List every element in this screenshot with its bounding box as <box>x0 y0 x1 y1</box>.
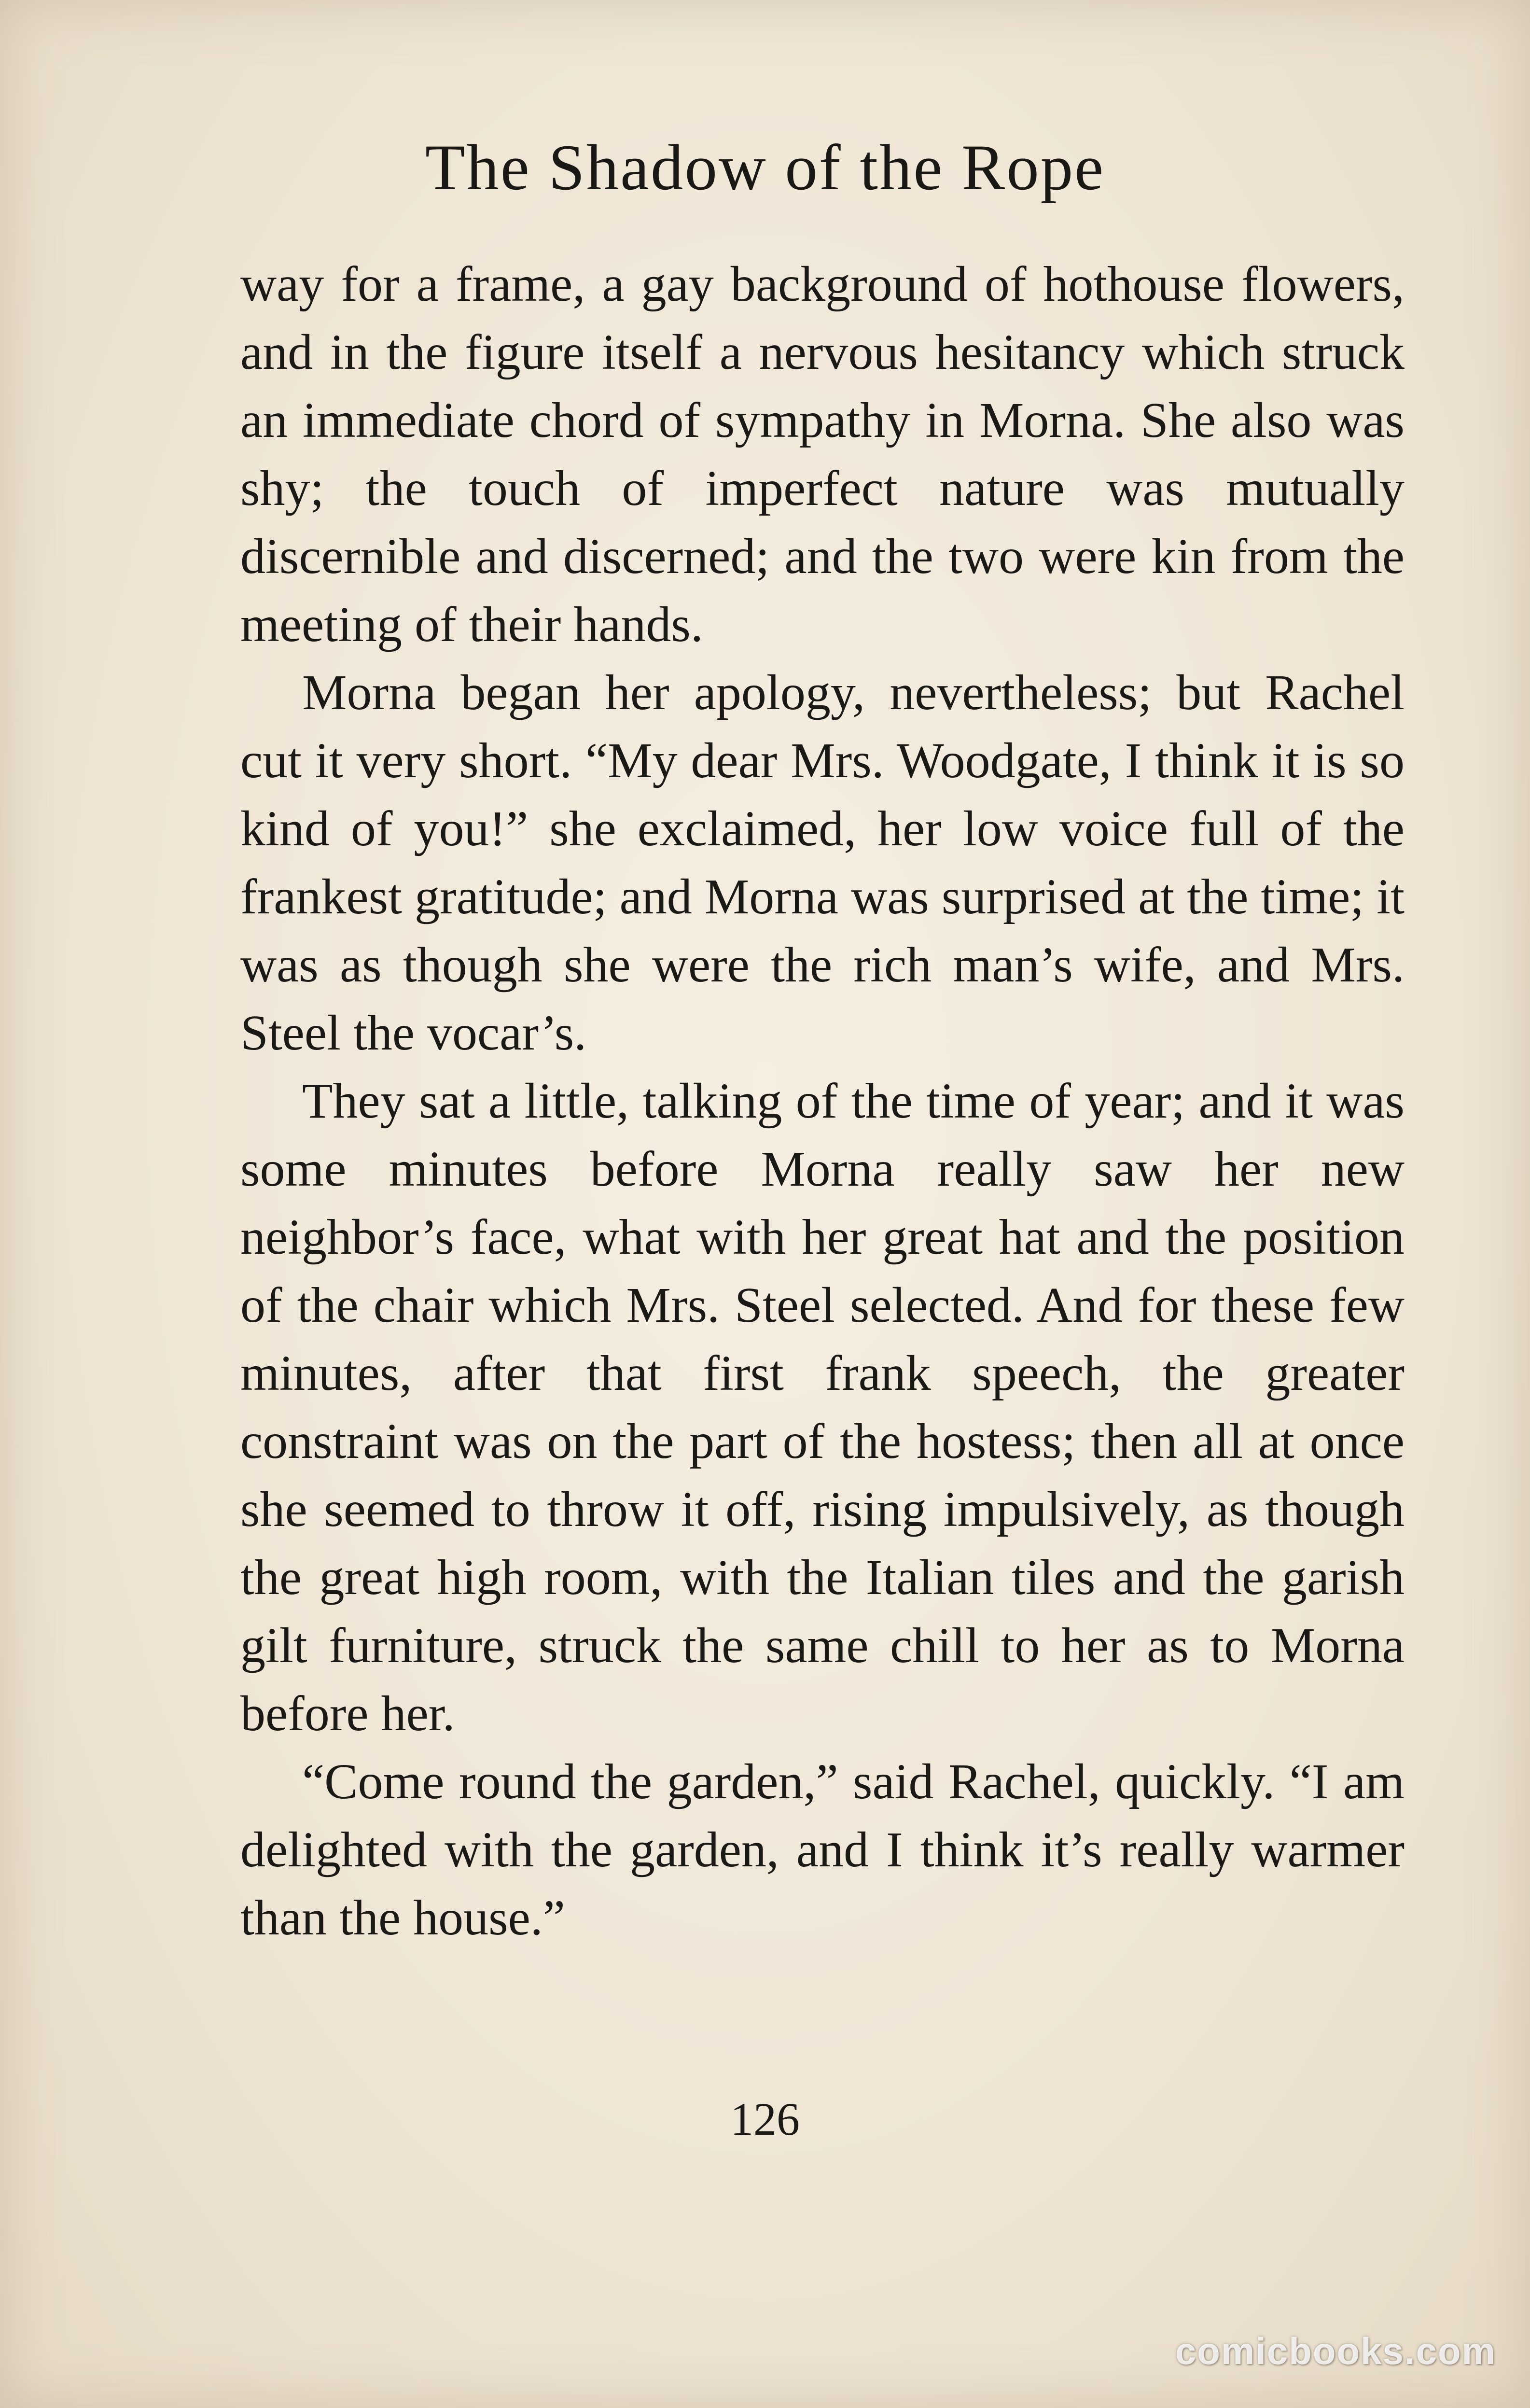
page-number: 126 <box>730 2093 800 2145</box>
paragraph: “Come round the garden,” said Rachel, quickly. “I am delighted with the garden, and I think it’s really warmer than the house.” <box>240 1754 1405 1946</box>
paragraph: They sat a little, talking of the time of year; and it was some minutes before Morna really saw her new neighbor’s face, what with her great hat and the position of the chair which Mrs. Steel selected. And for these few minutes, after that first frank speech, the greater constraint was on the part of the hostess; then all at once she seemed to throw it off, rising impulsively, as though the great high room, with the Italian tiles and the garish gilt furniture, struck the same chill to her as to Morna before her. <box>240 1073 1405 1741</box>
watermark: comicbooks.com <box>1175 2330 1496 2372</box>
paragraph: way for a frame, a gay background of hothouse flowers, and in the figure itself a nervous hesitancy which struck an immediate chord of sympathy in Morna. She also was shy; the touch of imperfect nature was mutually discernible and discerned; and the two were kin from the meeting of their hands. <box>240 256 1405 652</box>
paragraph: Morna began her apology, nevertheless; but Rachel cut it very short. “My dear Mrs. Woodgate, I think it is so kind of you!” she exclaimed, her low voice full of the frankest gratitude; and Morna was surprised at the time; it was as though she were the rich man’s wife, and Mrs. Steel the vocar’s. <box>240 665 1405 1061</box>
running-head: The Shadow of the Rope <box>425 132 1105 204</box>
body-text <box>240 250 1405 1952</box>
